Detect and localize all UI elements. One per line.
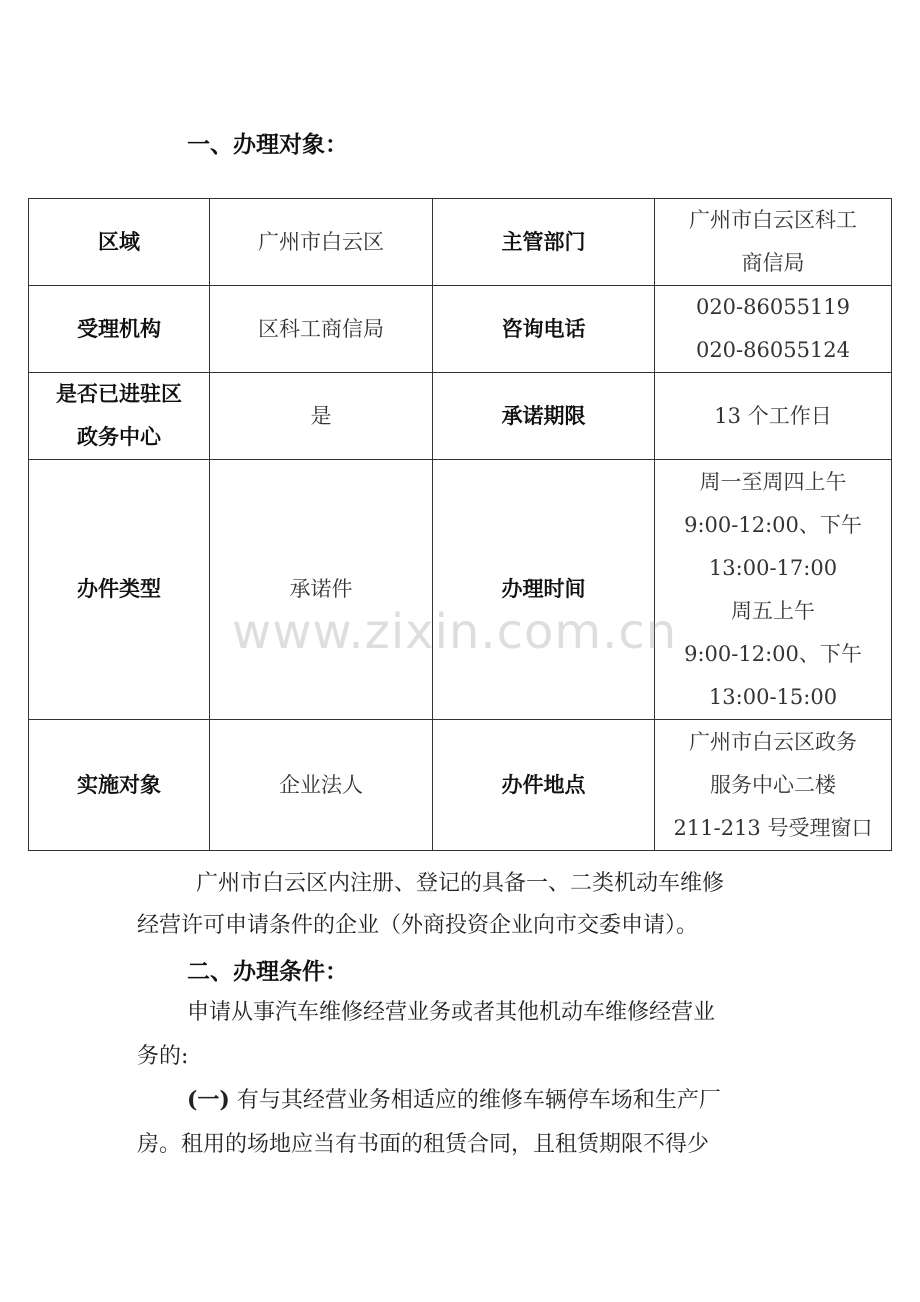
watermark: www.zixin.com.cn bbox=[232, 604, 678, 660]
table-row bbox=[29, 460, 892, 720]
value-location bbox=[655, 720, 892, 851]
label-agency: 受理机构 bbox=[29, 286, 210, 373]
label-location: 办件地点 bbox=[433, 720, 655, 851]
hours-line: 13:00-15:00 bbox=[708, 684, 838, 709]
table-row bbox=[29, 286, 892, 373]
location-line: 广州市白云区政务 bbox=[689, 729, 857, 754]
paragraph-line: 务的: bbox=[137, 1044, 189, 1069]
label-phone: 咨询电话 bbox=[433, 286, 655, 373]
value-agency: 区科工商信局 bbox=[210, 286, 433, 373]
hours-line: 9:00-12:00、下午 bbox=[684, 641, 862, 666]
section-2-title: 二、办理条件： bbox=[187, 959, 348, 985]
value-case-type: 承诺件 bbox=[210, 460, 433, 720]
label-deadline: 承诺期限 bbox=[433, 373, 655, 460]
table-row bbox=[29, 199, 892, 286]
label-in-center bbox=[29, 373, 210, 460]
paragraph-line: 申请从事汽车维修经营业务或者其他机动车维修经营业 bbox=[187, 1000, 716, 1025]
table-row bbox=[29, 373, 892, 460]
value-hours bbox=[655, 460, 892, 720]
phone-number: 020-86055119 bbox=[695, 295, 851, 319]
label-in-center-line: 是否已进驻区 bbox=[56, 382, 182, 406]
table-row bbox=[29, 720, 892, 851]
paragraph-line: 经营许可申请条件的企业（外商投资企业向市交委申请）。 bbox=[137, 913, 699, 938]
value-deadline: 13 个工作日 bbox=[655, 373, 892, 460]
value-in-center: 是 bbox=[210, 373, 433, 460]
hours-line: 13:00-17:00 bbox=[708, 555, 838, 580]
phone-number: 020-86055124 bbox=[695, 338, 851, 362]
label-region: 区域 bbox=[29, 199, 210, 286]
paragraph-line: 广州市白云区内注册、登记的具备一、二类机动车维修 bbox=[196, 871, 725, 896]
value-department-line: 商信局 bbox=[741, 251, 805, 275]
label-hours: 办理时间 bbox=[433, 460, 655, 720]
value-region: 广州市白云区 bbox=[210, 199, 433, 286]
hours-line: 9:00-12:00、下午 bbox=[684, 512, 862, 537]
location-line: 211-213 号受理窗口 bbox=[673, 815, 873, 840]
value-target: 企业法人 bbox=[210, 720, 433, 851]
label-target: 实施对象 bbox=[29, 720, 210, 851]
paragraph-line: 房。租用的场地应当有书面的租赁合同，且租赁期限不得少 bbox=[137, 1132, 710, 1157]
value-phone bbox=[655, 286, 892, 373]
value-department-line: 广州市白云区科工 bbox=[689, 208, 857, 232]
value-department bbox=[655, 199, 892, 286]
label-case-type: 办件类型 bbox=[29, 460, 210, 720]
label-department: 主管部门 bbox=[433, 199, 655, 286]
label-in-center-line: 政务中心 bbox=[77, 425, 161, 449]
hours-line: 周五上午 bbox=[731, 598, 815, 623]
location-line: 服务中心二楼 bbox=[710, 772, 836, 797]
info-table bbox=[28, 198, 892, 851]
item-text: 有与其经营业务相适应的维修车辆停车场和生产厂 bbox=[236, 1088, 721, 1113]
section-1-title: 一、办理对象： bbox=[187, 132, 348, 158]
paragraph-line bbox=[187, 1083, 721, 1114]
hours-line: 周一至周四上午 bbox=[699, 469, 847, 494]
item-number: (一) bbox=[187, 1087, 230, 1113]
